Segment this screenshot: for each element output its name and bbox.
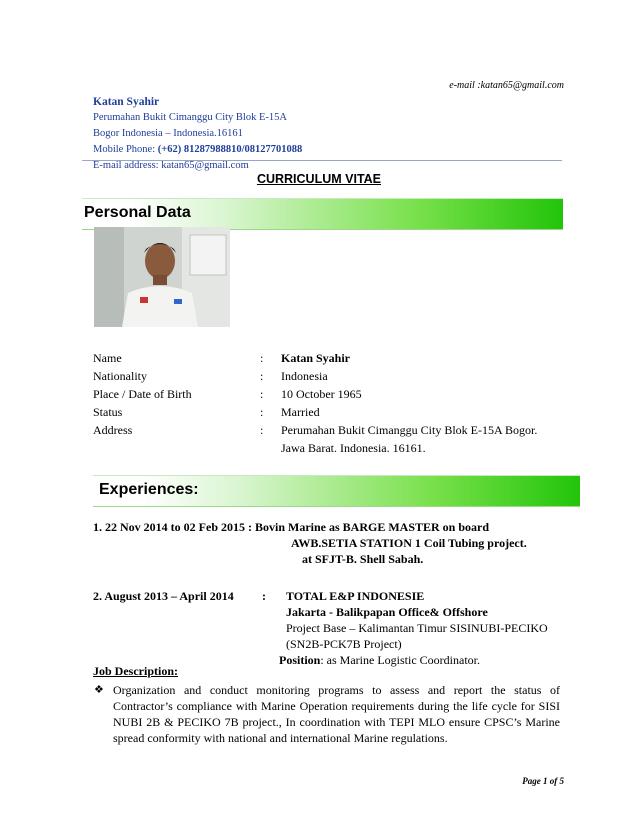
separator: : xyxy=(260,369,264,383)
mobile-label: Mobile Phone: xyxy=(93,144,158,155)
label-name: Name xyxy=(93,351,122,365)
experiences-title: Experiences: xyxy=(99,481,199,498)
cv-title: CURRICULUM VITAE xyxy=(256,172,382,186)
header-address-line1: Perumahan Bukit Cimanggu City Blok E-15A xyxy=(93,112,287,123)
exp2-period: 2. August 2013 – April 2014 xyxy=(93,589,234,603)
header-divider xyxy=(82,160,562,161)
exp1-line2: AWB.SETIA STATION 1 Coil Tubing project. xyxy=(291,536,527,550)
label-birth: Place / Date of Birth xyxy=(93,387,192,401)
job-description-text: Organization and conduct monitoring programs to assess and report the status of Contractor’s compliance with Marine Operation requirements during the life cycle for SISI NUBI 2B & PECIKO 7B project., In coordination with TEPI MLO ensure CPSC’s Marine spread conformity with national and international Marine regulations. xyxy=(113,683,560,745)
exp2-position xyxy=(279,652,480,668)
value-nationality: Indonesia xyxy=(281,369,328,383)
exp2-project: (SN2B-PCK7B Project) xyxy=(286,637,402,651)
value-status: Married xyxy=(281,405,320,419)
label-address: Address xyxy=(93,423,133,437)
exp2-base: Project Base – Kalimantan Timur SISINUBI-PECIKO xyxy=(286,621,548,635)
job-description-heading: Job Description: xyxy=(93,664,178,678)
label-nationality: Nationality xyxy=(93,369,147,383)
exp1-line3: at SFJT-B. Shell Sabah. xyxy=(302,552,424,566)
contact-header xyxy=(93,94,302,174)
value-address: Perumahan Bukit Cimanggu City Blok E-15A Bogor. xyxy=(281,423,538,437)
header-mobile xyxy=(93,142,302,158)
personal-data-title: Personal Data xyxy=(84,204,191,221)
value-birth: 10 October 1965 xyxy=(281,387,362,401)
exp2-office: Jakarta - Balikpapan Office& Offshore xyxy=(286,605,488,619)
top-email: e-mail :katan65@gmail.com xyxy=(449,80,564,91)
personal-data-banner xyxy=(82,198,563,230)
position-label: Position xyxy=(279,653,321,667)
mobile-value: (+62) 81287988810/08127701088 xyxy=(157,144,303,155)
header-email: E-mail address: katan65@gmail.com xyxy=(93,160,249,171)
header-name: Katan Syahir xyxy=(93,96,160,108)
separator: : xyxy=(260,351,264,365)
value-name: Katan Syahir xyxy=(281,351,351,365)
page-number: Page 1 of 5 xyxy=(522,776,564,786)
position-value: : as Marine Logistic Coordinator. xyxy=(320,653,480,667)
header-address-line2: Bogor Indonesia – Indonesia.16161 xyxy=(93,128,243,139)
separator: : xyxy=(260,405,264,419)
separator: : xyxy=(260,423,264,437)
label-status: Status xyxy=(93,405,123,419)
value-address-line2: Jawa Barat. Indonesia. 16161. xyxy=(281,441,426,455)
profile-photo xyxy=(94,227,230,327)
exp2-separator: : xyxy=(262,589,266,603)
experiences-banner xyxy=(93,475,580,507)
diamond-bullet-icon: ❖ xyxy=(94,684,104,696)
exp2-company: TOTAL E&P INDONESIE xyxy=(286,589,425,603)
separator: : xyxy=(260,387,264,401)
exp1-line1: 1. 22 Nov 2014 to 02 Feb 2015 : Bovin Marine as BARGE MASTER on board xyxy=(93,520,490,534)
